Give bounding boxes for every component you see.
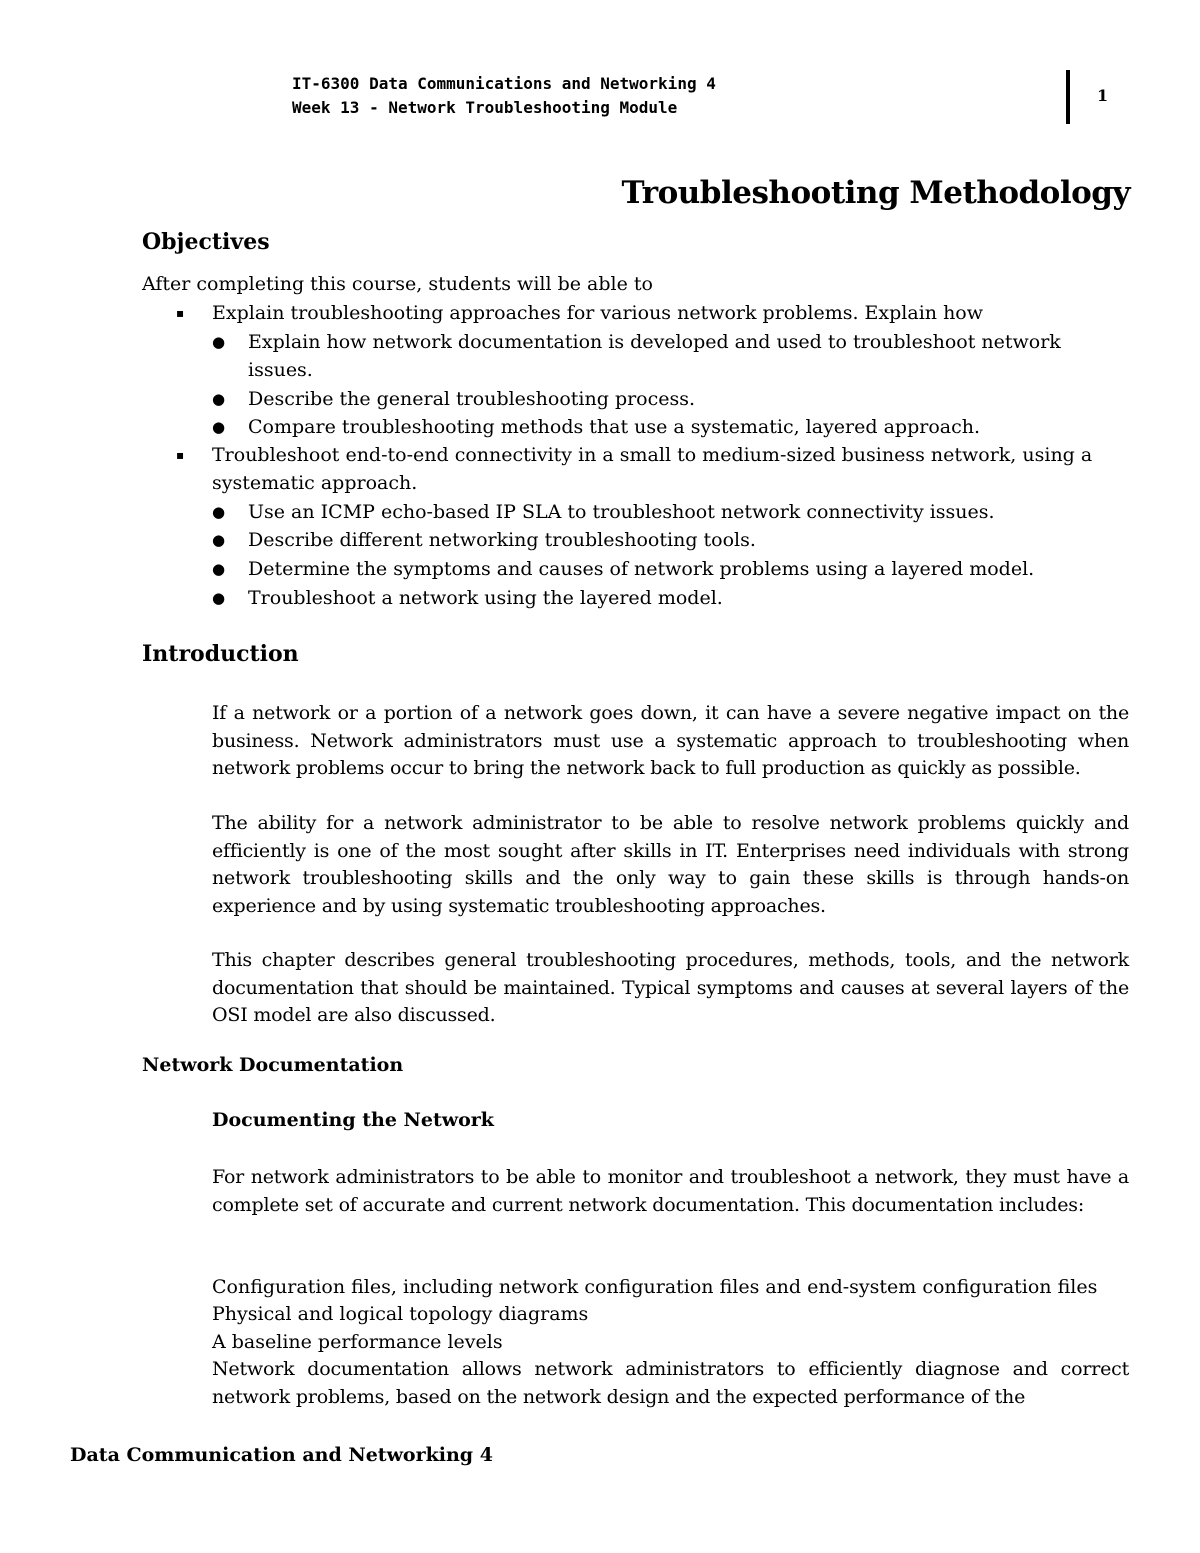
objective-item <box>212 584 723 612</box>
objective-item-text: Describe different networking troubleshooting tools. <box>248 529 756 551</box>
bullet-icon: ● <box>212 503 226 521</box>
page-number: 1 <box>1097 86 1109 105</box>
bullet-icon: ● <box>212 560 226 578</box>
objective-item <box>212 526 756 554</box>
objective-item-text: Use an ICMP echo-based IP SLA to troubleshoot network connectivity issues. <box>248 501 995 523</box>
documentation-line: Physical and logical topology diagrams <box>212 1303 589 1325</box>
objective-item <box>212 328 1102 384</box>
page-footer: Data Communication and Networking 4 <box>70 1444 493 1466</box>
documentation-line: A baseline performance levels <box>212 1331 503 1353</box>
bullet-icon: ● <box>212 418 226 436</box>
bullet-icon: ● <box>212 390 226 408</box>
objectives-intro: After completing this course, students will be able to <box>142 273 653 295</box>
introduction-heading: Introduction <box>142 641 299 667</box>
course-title: IT-6300 Data Communications and Networking 4 <box>292 74 716 93</box>
documentation-line: Configuration files, including network configuration files and end-system configuration files <box>212 1276 1098 1298</box>
module-title: Week 13 - Network Troubleshooting Module <box>292 98 678 117</box>
objective-item <box>212 413 980 441</box>
running-header <box>292 72 716 120</box>
header-divider <box>1066 70 1070 124</box>
objective-item <box>212 385 695 413</box>
objective-group <box>176 299 983 327</box>
introduction-paragraph: If a network or a portion of a network goes down, it can have a severe negative impact on the business. Network administrators must use a systematic approach to troubleshooting when network problems occur to bring the network back to full production as quickly as possible. <box>212 702 1129 779</box>
objectives-heading: Objectives <box>142 229 270 255</box>
square-bullet-icon: ▪ <box>176 448 185 462</box>
document-title: Troubleshooting Methodology <box>621 175 1130 211</box>
objective-item-text: Describe the general troubleshooting process. <box>248 388 696 410</box>
documenting-network-subheading: Documenting the Network <box>212 1109 494 1131</box>
bullet-icon: ● <box>212 589 226 607</box>
objective-item-text: Compare troubleshooting methods that use a systematic, layered approach. <box>248 416 981 438</box>
objective-group-label: Troubleshoot end-to-end connectivity in a small to medium-sized business network, using a systematic approach. <box>212 444 1093 494</box>
documentation-closing-paragraph: Network documentation allows network administrators to efficiently diagnose and correct network problems, based on the network design and the expected performance of the <box>212 1358 1129 1408</box>
objective-group <box>176 441 1121 497</box>
introduction-paragraph: The ability for a network administrator to be able to resolve network problems quickly and efficiently is one of the most sought after skills in IT. Enterprises need individuals with strong network troubleshooting skills and the only way to gain these skills is through hands-on experience and by using systematic troubleshooting approaches. <box>212 812 1129 917</box>
bullet-icon: ● <box>212 531 226 549</box>
bullet-icon: ● <box>212 333 226 351</box>
objective-item <box>212 555 1034 583</box>
network-documentation-heading: Network Documentation <box>142 1054 404 1076</box>
objective-item-text: Explain how network documentation is developed and used to troubleshoot network issues. <box>248 331 1061 381</box>
square-bullet-icon: ▪ <box>176 306 185 320</box>
objective-group-label: Explain troubleshooting approaches for various network problems. Explain how <box>212 302 984 324</box>
objective-item <box>212 498 995 526</box>
introduction-paragraph: This chapter describes general troubleshooting procedures, methods, tools, and the network documentation that should be maintained. Typical symptoms and causes at several layers of the OSI model are also discussed. <box>212 949 1129 1026</box>
documentation-paragraph: For network administrators to be able to monitor and troubleshoot a network, they must have a complete set of accurate and current network documentation. This documentation includes: <box>212 1166 1129 1216</box>
objective-item-text: Determine the symptoms and causes of network problems using a layered model. <box>248 558 1035 580</box>
objective-item-text: Troubleshoot a network using the layered model. <box>248 587 723 609</box>
